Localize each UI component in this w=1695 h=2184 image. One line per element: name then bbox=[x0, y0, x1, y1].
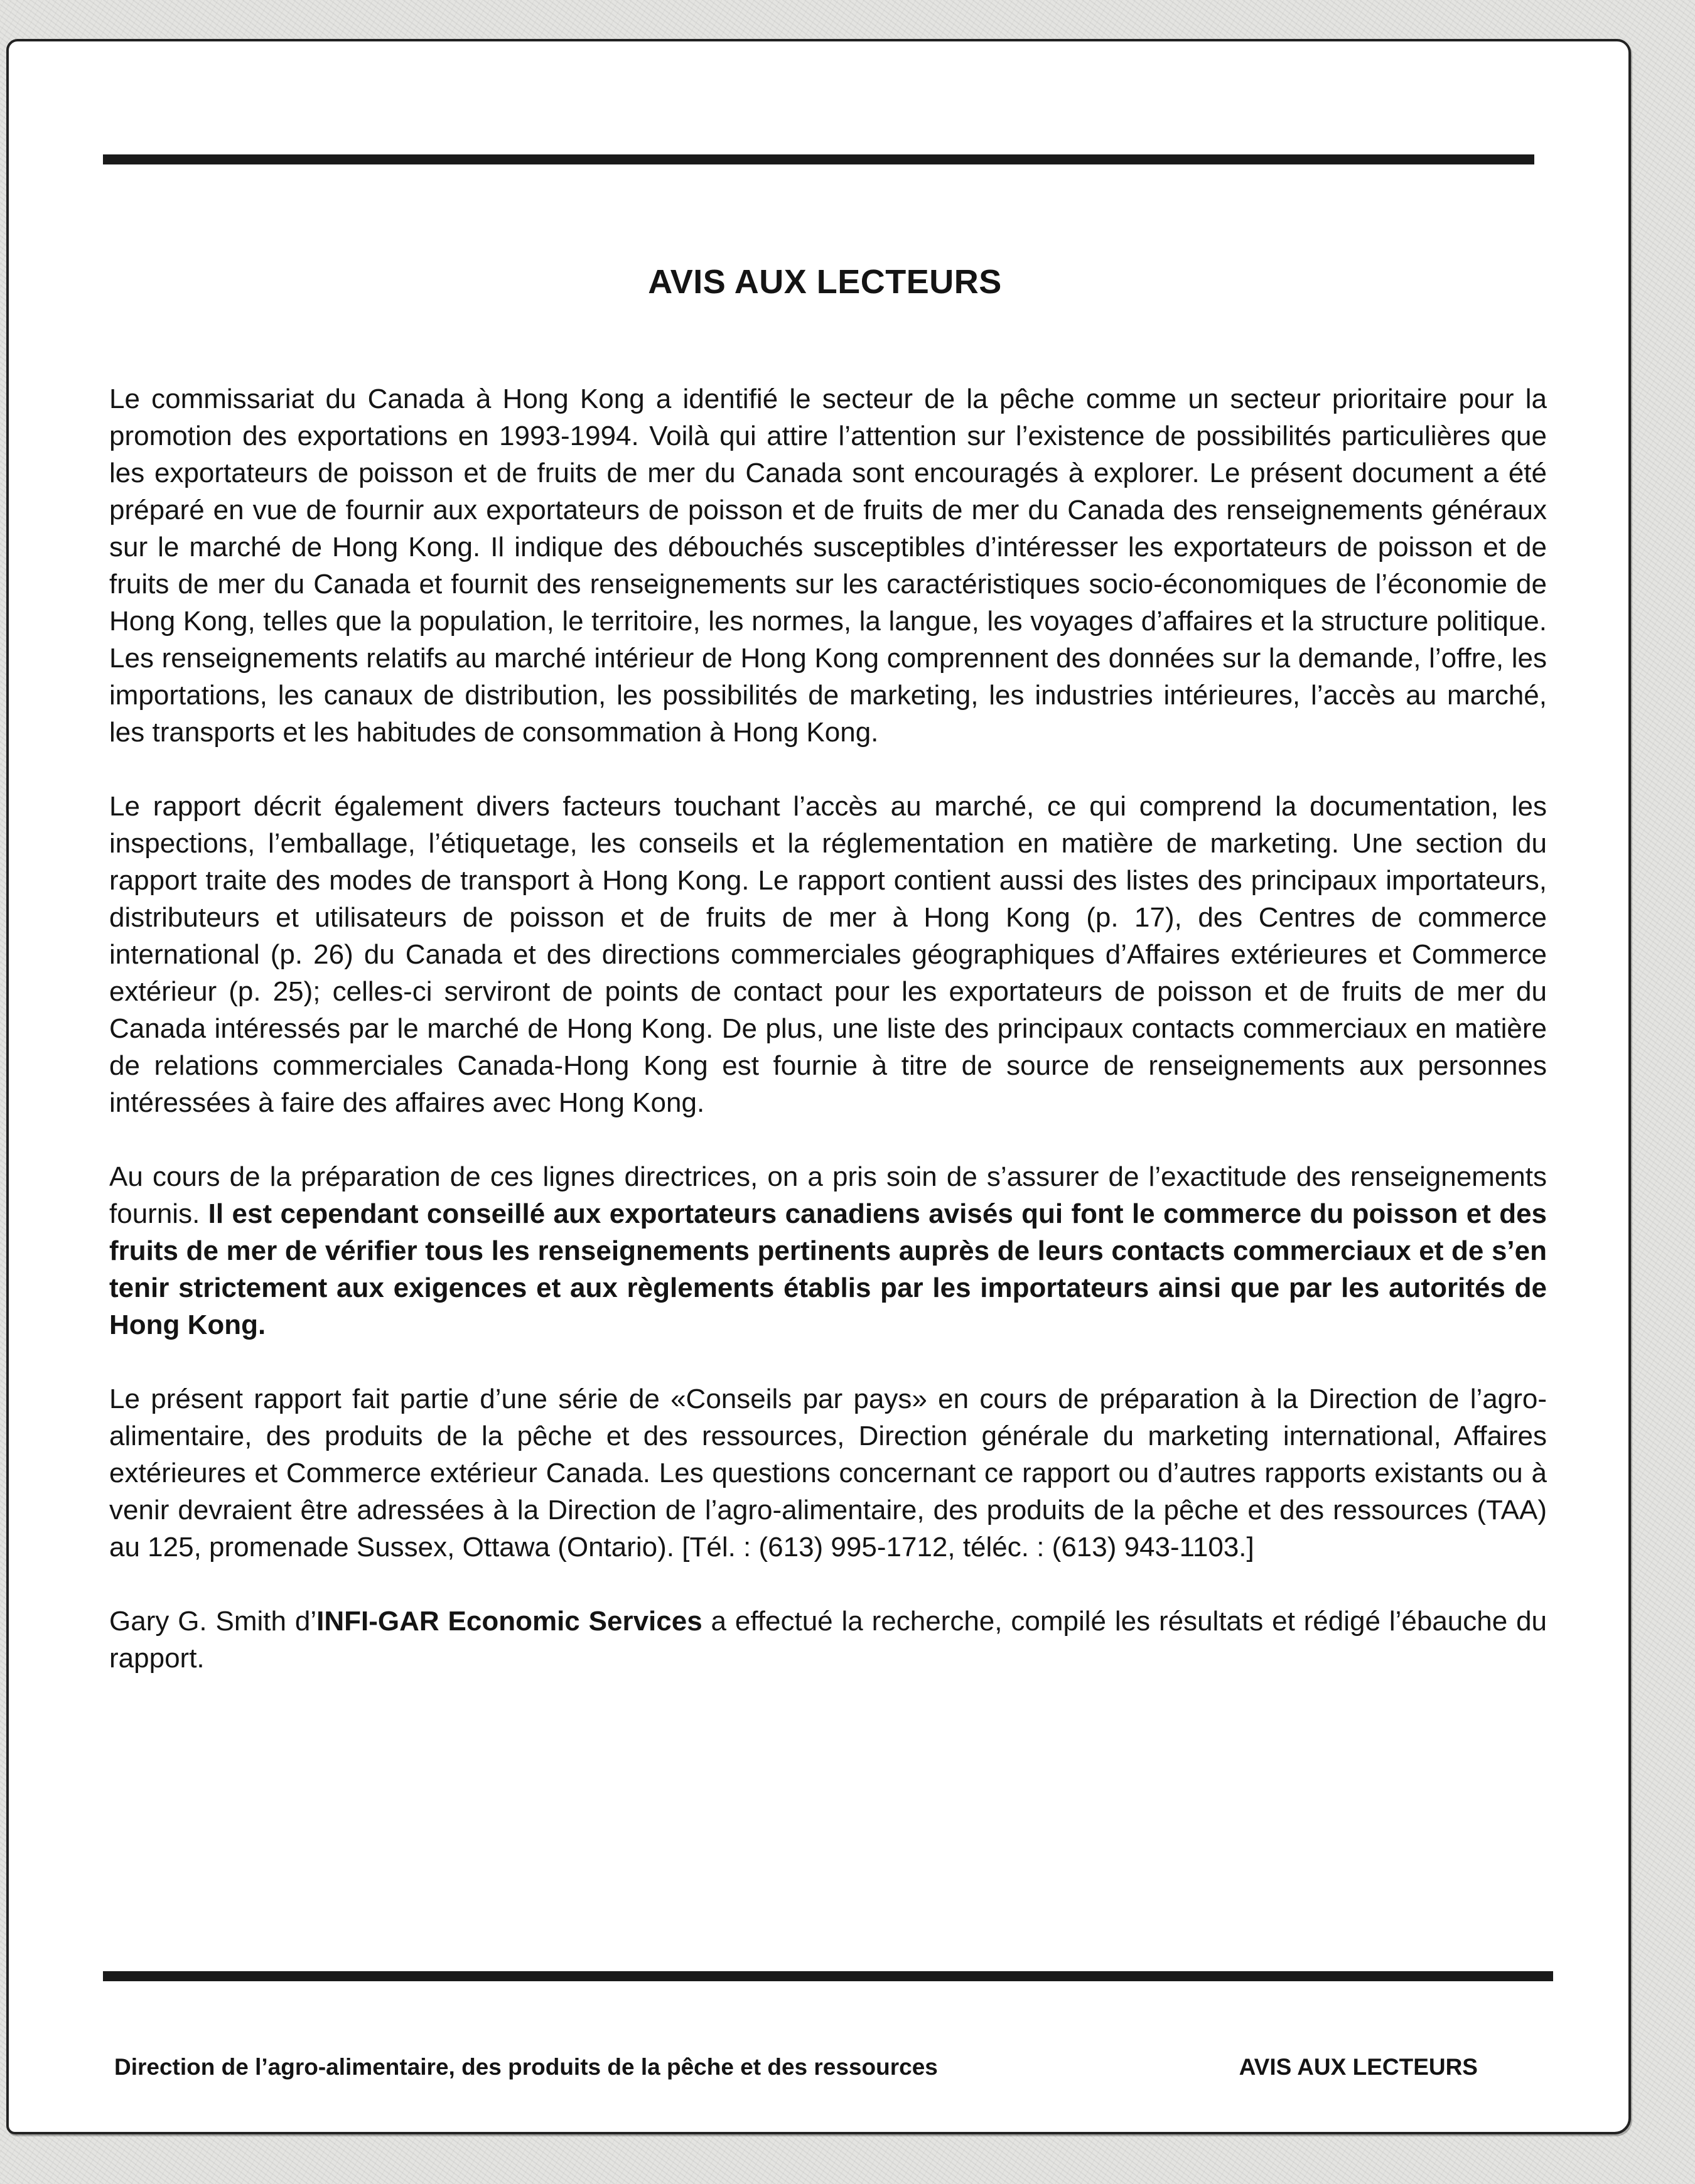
paragraph-1: Le commissariat du Canada à Hong Kong a identifié le secteur de la pêche comme un secteur prioritaire pour la promotion des exportations en 1993-1994. Voilà qui attire l’attention sur l’existence de possibilités particulières que les exportateurs de poisson et de fruits de mer du Canada sont encouragés à explorer. Le présent document a été préparé en vue de fournir aux exportateurs de poisson et de fruits de mer du Canada des renseignements généraux sur le marché de Hong Kong. Il indique des débouchés susceptibles d’intéresser les exportateurs de poisson et de fruits de mer du Canada et fournit des renseignements sur les caractéristiques socio-économiques de l’économie de Hong Kong, telles que la population, le territoire, les normes, la langue, les voyages d’affaires et la structure politique. Les renseignements relatifs au marché intérieur de Hong Kong comprennent des données sur la demande, l’offre, les importations, les canaux de distribution, les possibilités de marketing, les industries intérieures, l’accès au marché, les transports et les habitudes de consommation à Hong Kong. bbox=[109, 384, 1547, 748]
paragraph-5-end: a effectué la recherche, compilé les résultats et rédigé l’ébauche du rapport. bbox=[109, 1606, 1547, 1674]
bottom-rule bbox=[103, 1971, 1553, 1981]
page-title: AVIS AUX LECTEURS bbox=[648, 263, 1002, 301]
document-page bbox=[6, 39, 1631, 2134]
company-name: INFI-GAR Economic Services bbox=[316, 1606, 702, 1637]
document-body bbox=[109, 380, 1547, 1714]
paragraph-5 bbox=[109, 1603, 1547, 1677]
footer-department: Direction de l’agro-alimentaire, des produits de la pêche et des ressources bbox=[114, 2054, 938, 2080]
footer-section-title: AVIS AUX LECTEURS bbox=[1239, 2054, 1478, 2080]
top-rule bbox=[103, 154, 1534, 164]
paragraph-2: Le rapport décrit également divers facteurs touchant l’accès au marché, ce qui comprend la documentation, les inspections, l’emballage, l’étiquetage, les conseils et la réglementation en matière de marketing. Une section du rapport traite des modes de transport à Hong Kong. Le rapport contient aussi des listes des principaux importateurs, distributeurs et utilisateurs de poisson et de fruits de mer à Hong Kong (p. 17), des Centres de commerce international (p. 26) du Canada et des directions commerciales géographiques d’Affaires extérieures et Commerce extérieur (p. 25); celles-ci serviront de points de contact pour les exportateurs de poisson et de fruits de mer du Canada intéressés par le marché de Hong Kong. De plus, une liste des principaux contacts commerciaux en matière de relations commerciales Canada-Hong Kong est fournie à titre de source de renseignements aux personnes intéressées à faire des affaires avec Hong Kong. bbox=[109, 791, 1547, 1118]
paragraph-3-intro: Au cours de la préparation de ces lignes directrices, on a pris soin de s’assurer de l’exactitude des renseignements fournis. bbox=[109, 1161, 1547, 1229]
paragraph-3-warning: Il est cependant conseillé aux exportateurs canadiens avisés qui font le commerce du poisson et des fruits de mer de vérifier tous les renseignements pertinents auprès de leurs contacts commerciaux et de s’en tenir strictement aux exigences et aux règlements établis par les importateurs ainsi que par les autorités de Hong Kong. bbox=[109, 1198, 1547, 1340]
paragraph-5-start: Gary G. Smith d’ bbox=[109, 1606, 317, 1637]
paragraph-4: Le présent rapport fait partie d’une série de «Conseils par pays» en cours de préparation à la Direction de l’agro-alimentaire, des produits de la pêche et des ressources, Direction générale du marketing international, Affaires extérieures et Commerce extérieur Canada. Les questions concernant ce rapport ou d’autres rapports existants ou à venir devraient être adressées à la Direction de l’agro-alimentaire, des produits de la pêche et des ressources (TAA) au 125, promenade Sussex, Ottawa (Ontario). [Tél. : (613) 995-1712, téléc. : (613) 943-1103.] bbox=[109, 1384, 1547, 1563]
paragraph-3 bbox=[109, 1158, 1547, 1343]
